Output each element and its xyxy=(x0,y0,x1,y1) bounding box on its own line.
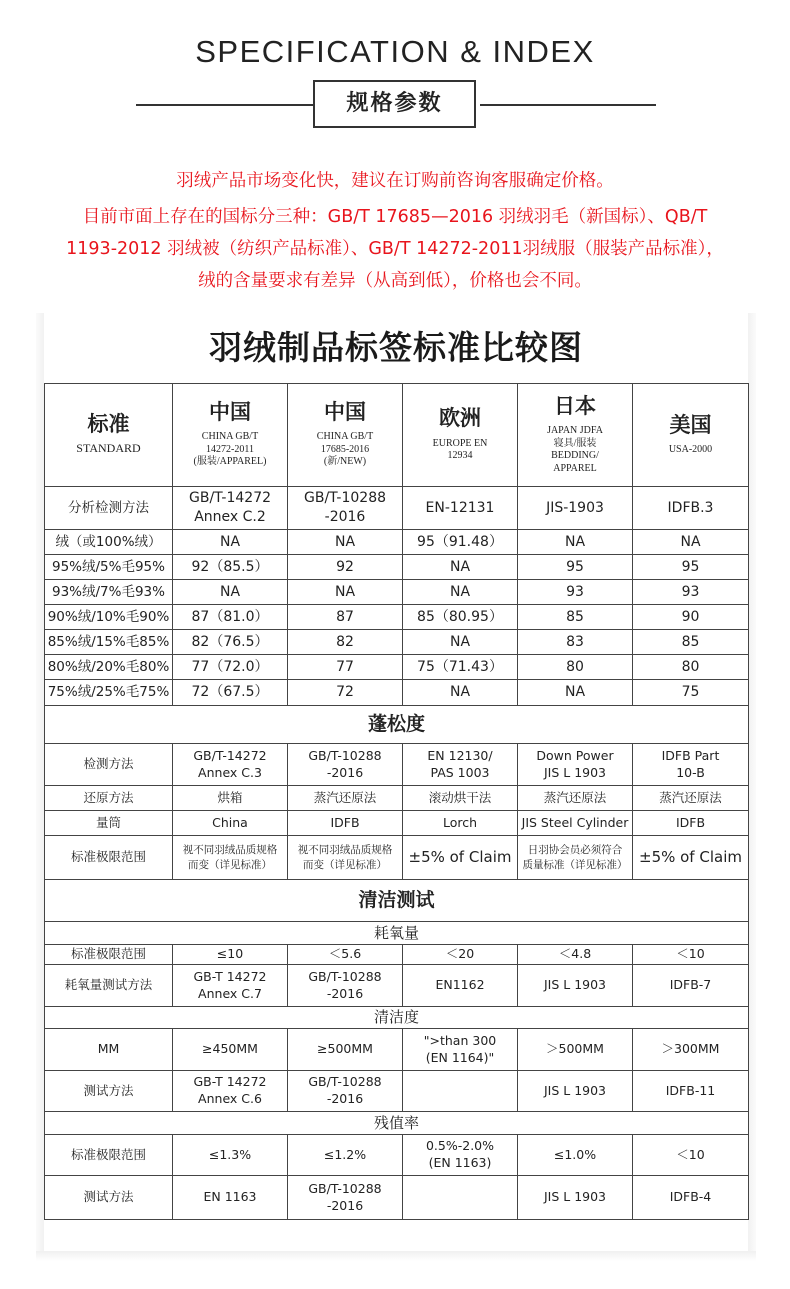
table-row xyxy=(45,630,749,655)
table-cell: GB/T-10288 -2016 xyxy=(288,487,403,530)
table-row xyxy=(45,655,749,680)
table-cell: ≥450MM xyxy=(173,1029,288,1071)
table-cell: 蒸汽还原法 xyxy=(288,786,403,811)
table-cell: 85（80.95） xyxy=(403,605,518,630)
table-cell: IDFB-4 xyxy=(633,1176,749,1220)
table-row xyxy=(45,530,749,555)
row-label: 标准极限范围 xyxy=(45,945,173,965)
row-label: 绒（或100%绒） xyxy=(45,530,173,555)
table-row xyxy=(45,786,749,811)
notice-line-2: 目前市面上存在的国标分三种：GB/T 17685—2016 羽绒羽毛（新国标）、QB/T xyxy=(82,207,708,227)
subsection-title: 耗氧量 xyxy=(45,922,749,945)
table-cell: 85 xyxy=(633,630,749,655)
table-cell: 75（71.43） xyxy=(403,655,518,680)
section-row-cleanliness xyxy=(45,880,749,922)
table-cell: 蒸汽还原法 xyxy=(518,786,633,811)
table-cell: EN-12131 xyxy=(403,487,518,530)
table-cell: GB/T-14272 Annex C.3 xyxy=(173,744,288,786)
table-cell: GB/T-10288 -2016 xyxy=(288,1071,403,1112)
table-row xyxy=(45,555,749,580)
table-cell: IDFB xyxy=(288,811,403,836)
table-cell: NA xyxy=(288,530,403,555)
section-title: 清洁测试 xyxy=(45,880,749,922)
table-row xyxy=(45,580,749,605)
table-row xyxy=(45,945,749,965)
table-row xyxy=(45,605,749,630)
notice-line-1: 羽绒产品市场变化快，建议在订购前咨询客服确定价格。 xyxy=(176,171,614,191)
table-cell: ＜10 xyxy=(633,1135,749,1176)
row-label: 85%绒/15%毛85% xyxy=(45,630,173,655)
row-label: 耗氧量测试方法 xyxy=(45,965,173,1007)
table-cell: ≤10 xyxy=(173,945,288,965)
table-cell: 83 xyxy=(518,630,633,655)
table-cell: ＞500MM xyxy=(518,1029,633,1071)
table-cell: NA xyxy=(173,580,288,605)
table-cell: GB/T-10288 -2016 xyxy=(288,1176,403,1220)
table-cell: GB-T 14272 Annex C.7 xyxy=(173,965,288,1007)
row-label: 测试方法 xyxy=(45,1176,173,1220)
table-cell: Down Power JIS L 1903 xyxy=(518,744,633,786)
table-cell: JIS-1903 xyxy=(518,487,633,530)
header-europe: 欧洲 EUROPE EN 12934 xyxy=(403,384,518,487)
table-cell: IDFB xyxy=(633,811,749,836)
table-cell: 92 xyxy=(288,555,403,580)
section-badge: 规格参数 xyxy=(313,80,476,128)
table-cell: 93 xyxy=(633,580,749,605)
table-cell: ≤1.3% xyxy=(173,1135,288,1176)
table-cell: 80 xyxy=(633,655,749,680)
table-cell: 95 xyxy=(518,555,633,580)
table-cell: NA xyxy=(633,530,749,555)
header-standard: 标准 STANDARD xyxy=(45,384,173,487)
header-china-apparel: 中国 CHINA GB/T 14272-2011 (服装/APPAREL) xyxy=(173,384,288,487)
table-header-row xyxy=(45,384,749,487)
table-row xyxy=(45,836,749,880)
table-cell: IDFB Part 10-B xyxy=(633,744,749,786)
row-label: 标准极限范围 xyxy=(45,836,173,880)
table-cell: 95 xyxy=(633,555,749,580)
table-cell: ＜20 xyxy=(403,945,518,965)
table-cell: 77（72.0） xyxy=(173,655,288,680)
table-cell: IDFB-11 xyxy=(633,1071,749,1112)
table-cell: ＜4.8 xyxy=(518,945,633,965)
table-row xyxy=(45,1135,749,1176)
row-label: 标准极限范围 xyxy=(45,1135,173,1176)
panel-shadow-bottom xyxy=(36,1251,756,1261)
table-cell: 0.5%-2.0% (EN 1163) xyxy=(403,1135,518,1176)
header-usa: 美国 USA-2000 xyxy=(633,384,749,487)
table-row xyxy=(45,744,749,786)
table-cell: JIS L 1903 xyxy=(518,1176,633,1220)
table-cell: NA xyxy=(403,580,518,605)
row-label: 还原方法 xyxy=(45,786,173,811)
header-japan: 日本 JAPAN JDFA 寝具/服装 BEDDING/ APPAREL xyxy=(518,384,633,487)
table-row xyxy=(45,680,749,706)
row-label: MM xyxy=(45,1029,173,1071)
table-cell: NA xyxy=(403,630,518,655)
table-cell: ＜5.6 xyxy=(288,945,403,965)
table-cell: 82（76.5） xyxy=(173,630,288,655)
table-row xyxy=(45,1071,749,1112)
table-row xyxy=(45,965,749,1007)
table-cell: 80 xyxy=(518,655,633,680)
row-label: 90%绒/10%毛90% xyxy=(45,605,173,630)
table-cell: 93 xyxy=(518,580,633,605)
divider-left xyxy=(136,104,313,106)
method-row xyxy=(45,487,749,530)
table-cell: 87（81.0） xyxy=(173,605,288,630)
table-cell: 77 xyxy=(288,655,403,680)
row-label: 95%绒/5%毛95% xyxy=(45,555,173,580)
table-cell: NA xyxy=(288,580,403,605)
table-cell: ±5% of Claim xyxy=(633,836,749,880)
table-cell: ≥500MM xyxy=(288,1029,403,1071)
table-cell: EN 12130/ PAS 1003 xyxy=(403,744,518,786)
table-cell: 82 xyxy=(288,630,403,655)
table-cell: IDFB.3 xyxy=(633,487,749,530)
table-cell: 90 xyxy=(633,605,749,630)
table-cell: 95（91.48） xyxy=(403,530,518,555)
header-china-new: 中国 CHINA GB/T 17685-2016 (新/NEW) xyxy=(288,384,403,487)
divider-right xyxy=(480,104,656,106)
table-cell: 滚动烘干法 xyxy=(403,786,518,811)
table-cell: Lorch xyxy=(403,811,518,836)
row-label: 93%绒/7%毛93% xyxy=(45,580,173,605)
subsection-row-residue xyxy=(45,1112,749,1135)
row-label: 量筒 xyxy=(45,811,173,836)
table-cell: 72（67.5） xyxy=(173,680,288,706)
table-cell: NA xyxy=(403,555,518,580)
table-cell: GB/T-14272 Annex C.2 xyxy=(173,487,288,530)
table-cell: NA xyxy=(403,680,518,706)
subsection-row-oxygen xyxy=(45,922,749,945)
table-cell: ＜10 xyxy=(633,945,749,965)
table-row xyxy=(45,1176,749,1220)
row-label: 75%绒/25%毛75% xyxy=(45,680,173,706)
subsection-title: 残值率 xyxy=(45,1112,749,1135)
table-cell: ＞300MM xyxy=(633,1029,749,1071)
table-cell: JIS Steel Cylinder xyxy=(518,811,633,836)
subsection-title: 清洁度 xyxy=(45,1007,749,1029)
table-cell: 蒸汽还原法 xyxy=(633,786,749,811)
table-cell: NA xyxy=(518,680,633,706)
table-cell: ±5% of Claim xyxy=(403,836,518,880)
table-cell: 视不同羽绒品质规格 而变（详见标准） xyxy=(288,836,403,880)
table-cell: GB-T 14272 Annex C.6 xyxy=(173,1071,288,1112)
page-title: SPECIFICATION & INDEX xyxy=(195,34,595,69)
table-cell: 87 xyxy=(288,605,403,630)
table-row xyxy=(45,1029,749,1071)
table-cell: JIS L 1903 xyxy=(518,965,633,1007)
notice-line-3: 1193-2012 羽绒被（纺织产品标准）、GB/T 14272-2011羽绒服（服装产品标准）， xyxy=(66,239,724,259)
table-cell: ≤1.2% xyxy=(288,1135,403,1176)
row-label: 测试方法 xyxy=(45,1071,173,1112)
table-cell: 92（85.5） xyxy=(173,555,288,580)
table-cell: NA xyxy=(173,530,288,555)
table-cell: GB/T-10288 -2016 xyxy=(288,965,403,1007)
panel-shadow-left xyxy=(36,313,44,1251)
table-cell: ">than 300 (EN 1164)" xyxy=(403,1029,518,1071)
table-cell: 视不同羽绒品质规格 而变（详见标准） xyxy=(173,836,288,880)
panel-shadow-right xyxy=(748,313,756,1251)
table-cell: 72 xyxy=(288,680,403,706)
section-title: 蓬松度 xyxy=(45,706,749,744)
spec-table xyxy=(44,383,749,1220)
table-cell: IDFB-7 xyxy=(633,965,749,1007)
table-cell: JIS L 1903 xyxy=(518,1071,633,1112)
table-cell: EN 1163 xyxy=(173,1176,288,1220)
row-label: 分析检测方法 xyxy=(45,487,173,530)
table-cell: 烘箱 xyxy=(173,786,288,811)
row-label: 检测方法 xyxy=(45,744,173,786)
table-cell: 75 xyxy=(633,680,749,706)
table-cell: ≤1.0% xyxy=(518,1135,633,1176)
table-cell: China xyxy=(173,811,288,836)
table-row xyxy=(45,811,749,836)
table-cell xyxy=(403,1176,518,1220)
table-cell: EN1162 xyxy=(403,965,518,1007)
row-label: 80%绒/20%毛80% xyxy=(45,655,173,680)
comparison-title: 羽绒制品标签标准比较图 xyxy=(209,328,583,367)
table-cell: 日羽协会员必须符合 质量标准（详见标准） xyxy=(518,836,633,880)
table-cell: 85 xyxy=(518,605,633,630)
subsection-row-turbidity xyxy=(45,1007,749,1029)
section-row-fill-power xyxy=(45,706,749,744)
notice-line-4: 绒的含量要求有差异（从高到低），价格也会不同。 xyxy=(198,271,592,291)
table-cell: NA xyxy=(518,530,633,555)
table-cell xyxy=(403,1071,518,1112)
table-cell: GB/T-10288 -2016 xyxy=(288,744,403,786)
